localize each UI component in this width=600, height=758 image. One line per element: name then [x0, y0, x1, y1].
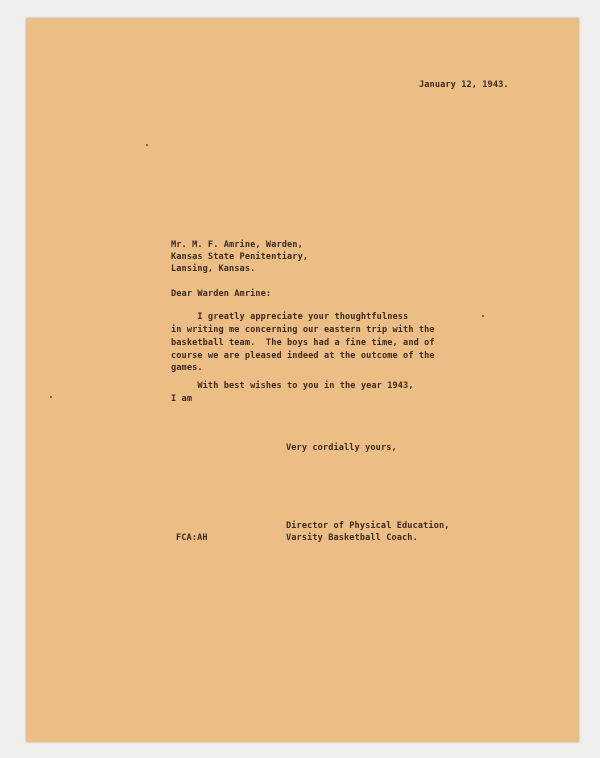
signature-title-2: Varsity Basketball Coach.: [286, 533, 418, 543]
initials: FCA:AH: [176, 533, 208, 543]
body-line-2: in writing me concerning our eastern trip with the: [171, 325, 435, 335]
letter-date: January 12, 1943.: [419, 80, 509, 90]
body-line-4: course we are pleased indeed at the outcome of the: [171, 351, 435, 361]
body-line-7: I am: [171, 394, 193, 404]
letter-page: [26, 18, 579, 742]
paper-speck: [482, 315, 484, 317]
salutation: Dear Warden Amrine:: [171, 289, 272, 299]
paper-speck: [146, 144, 148, 146]
body-line-5: games.: [171, 363, 203, 373]
recipient-line-1: Mr. M. F. Amrine, Warden,: [171, 240, 303, 250]
closing: Very cordially yours,: [286, 443, 397, 453]
recipient-line-2: Kansas State Penitentiary,: [171, 252, 309, 262]
body-line-6: With best wishes to you in the year 1943,: [171, 381, 414, 391]
body-line-1: I greatly appreciate your thoughtfulness: [171, 312, 409, 322]
signature-title-1: Director of Physical Education,: [286, 521, 450, 531]
body-line-3: basketball team. The boys had a fine time, and of: [171, 338, 435, 348]
recipient-line-3: Lansing, Kansas.: [171, 264, 256, 274]
paper-speck: [50, 396, 52, 398]
